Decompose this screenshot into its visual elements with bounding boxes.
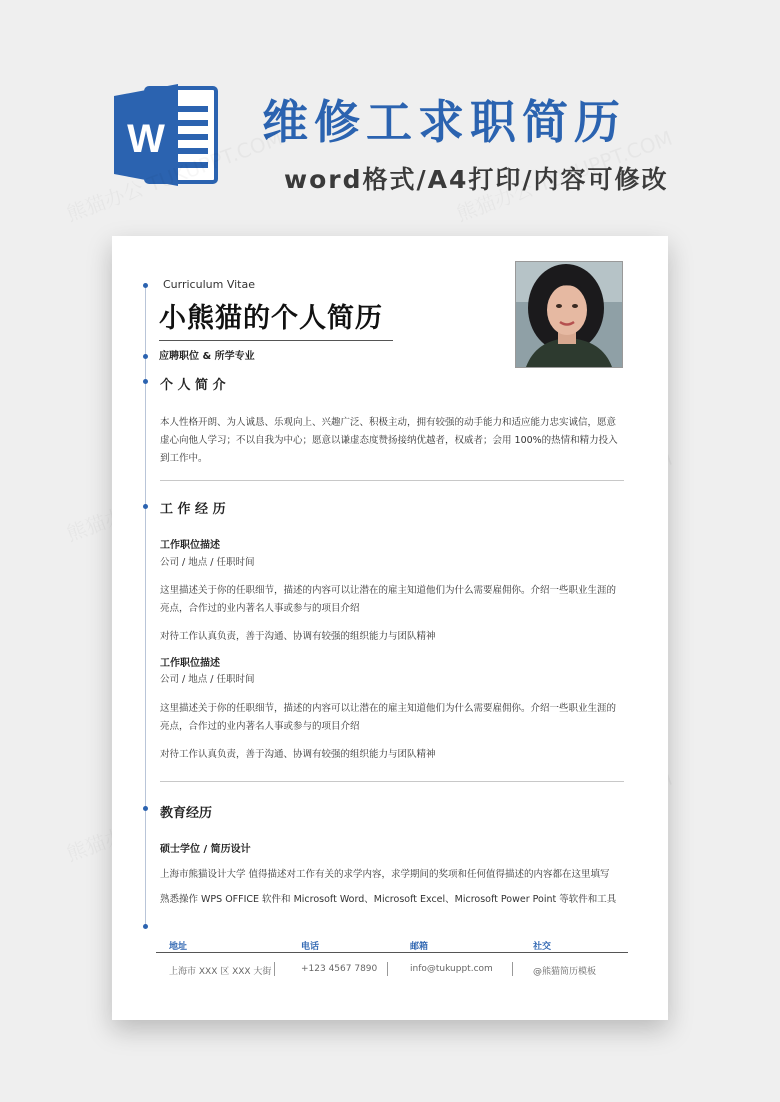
contact-separator	[512, 962, 513, 976]
contact-label-email: 邮箱	[410, 942, 429, 952]
contact-phone: +123 4567 7890	[301, 964, 378, 974]
timeline-dot	[143, 354, 148, 359]
job-meta: 公司 / 地点 / 任职时间	[160, 674, 255, 685]
apply-position: 应聘职位 & 所学专业	[159, 351, 255, 362]
skills-line: 熟悉操作 WPS OFFICE 软件和 Microsoft Word、Microsoft Excel、Microsoft Power Point 等软件和工具	[160, 894, 617, 905]
logo-letter: W	[127, 117, 165, 161]
name-divider	[159, 340, 393, 341]
contact-separator	[274, 962, 275, 976]
job-note: 对待工作认真负责，善于沟通、协调有较强的组织能力与团队精神	[160, 749, 436, 760]
job-note: 对待工作认真负责，善于沟通、协调有较强的组织能力与团队精神	[160, 631, 436, 642]
contact-separator	[387, 962, 388, 976]
job-desc: 这里描述关于你的任职细节，描述的内容可以让潜在的雇主知道他们为什么需要雇佣你。介绍一些职业生涯的亮点，合作过的业内著名人事或参与的项目介绍	[160, 703, 617, 732]
job-meta: 公司 / 地点 / 任职时间	[160, 557, 255, 568]
education-line: 上海市熊猫设计大学 值得描述对工作有关的求学内容，求学期间的奖项和任何值得描述的内容都在这里填写	[160, 869, 610, 880]
profile-photo	[515, 261, 623, 368]
resume-name: 小熊猫的个人简历	[159, 303, 383, 334]
job-title: 工作职位描述	[160, 658, 220, 669]
intro-title: 个 人 简 介	[160, 378, 226, 393]
intro-text: 本人性格开朗、为人诚恳、乐观向上、兴趣广泛、积极主动，拥有较强的动手能力和适应能力忠实诚信，愿意虚心向他人学习；不以自我为中心；愿意以谦虚态度赞扬接纳优越者，权威者；会用 100%的热情和精力投入到工作中。	[160, 417, 618, 464]
contact-social: @熊猫简历模板	[533, 967, 597, 977]
resume-page	[112, 236, 668, 1020]
job-title: 工作职位描述	[160, 540, 220, 551]
section-divider	[160, 781, 624, 782]
cv-label: Curriculum Vitae	[163, 278, 255, 291]
contact-label-address: 地址	[169, 942, 188, 952]
job-desc: 这里描述关于你的任职细节，描述的内容可以让潜在的雇主知道他们为什么需要雇佣你。介绍一些职业生涯的亮点，合作过的业内著名人事或参与的项目介绍	[160, 585, 617, 614]
timeline-dot	[143, 283, 148, 288]
timeline-dot	[143, 379, 148, 384]
timeline-dot	[143, 806, 148, 811]
contact-address: 上海市 XXX 区 XXX 大街	[169, 967, 272, 977]
word-logo-icon	[112, 80, 220, 190]
contact-email: info@tukuppt.com	[410, 964, 493, 974]
banner-title: 维修工求职简历	[262, 95, 626, 149]
education-title: 教育经历	[160, 806, 213, 821]
banner-subtitle: word格式/A4打印/内容可修改	[284, 165, 669, 194]
contact-label-social: 社交	[533, 942, 552, 952]
timeline-dot	[143, 924, 148, 929]
section-divider	[160, 480, 624, 481]
education-degree: 硕士学位 / 简历设计	[160, 844, 251, 855]
timeline-dot	[143, 504, 148, 509]
contact-label-phone: 电话	[301, 942, 320, 952]
work-title: 工 作 经 历	[160, 502, 226, 517]
contact-divider	[156, 952, 628, 953]
